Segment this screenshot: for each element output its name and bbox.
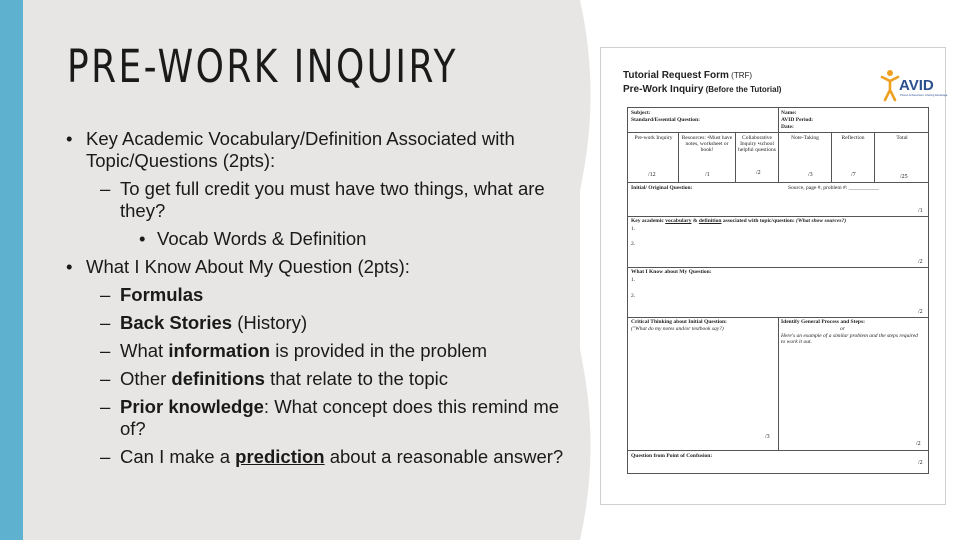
form-table: Subject: Standard/Essential Question: Name: AVID Period: Date: Pre-work Inquiry Resources: •Must have notes, worksheet or book! Collaborative Inquiry •school helpful questions Note-Taking Reflection Total /12 /1 /2 /3 /7 /25 Initial/ Original Question: Source, page #, problem #: ___________ /1 Key academic vocabulary & definition associated with topic/question: (What show sources?) 1. 2. /2 What I Know about My Question: 1. 2. /2 Critical Thinking about Initial Question: ("What do my notes and/or textbook say?) Identify General Process and Steps: or Here's an example of a similar problem and the steps required to work it out. /3 /2 Question from Point of Confusion: /2 (627, 107, 929, 474)
avid-logo-icon (879, 68, 949, 102)
sub-bullet-definitions: – Other definitions that relate to the topic (100, 368, 449, 389)
trf-form-image (600, 47, 949, 505)
bullet-vocab: • Key Academic Vocabulary/Definition Associated with Topic/Questions (2pts): (66, 128, 515, 171)
sub-bullet-prediction: – Can I make a prediction about a reasonable answer? (100, 446, 564, 467)
sub-bullet-formulas: – Formulas (100, 284, 204, 305)
bullet-what-i-know: • What I Know About My Question (2pts): (66, 256, 410, 277)
sub-bullet-back-stories: – Back Stories (History) (100, 312, 308, 333)
form-subtitle: Pre-Work Inquiry (Before the Tutorial) (623, 84, 782, 95)
logo-wordmark: AVID (899, 77, 934, 94)
slide-title: PRE-WORK INQUIRY (67, 40, 458, 93)
sub-sub-bullet-vocab-words: • Vocab Words & Definition (139, 228, 367, 249)
form-title: Tutorial Request Form (TRF) (623, 70, 753, 81)
sub-bullet-full-credit: – To get full credit you must have two things, what are they? (100, 178, 545, 221)
sub-bullet-prior-knowledge: – Prior knowledge: What concept does this remind me of? (100, 396, 560, 439)
logo-tagline: Proven Achievement. Lifelong Advantage. (900, 94, 949, 97)
left-accent-stripe (0, 0, 23, 540)
sub-bullet-information: – What information is provided in the problem (100, 340, 488, 361)
bullet-list (66, 128, 566, 474)
panel-curve-edge (560, 0, 600, 540)
